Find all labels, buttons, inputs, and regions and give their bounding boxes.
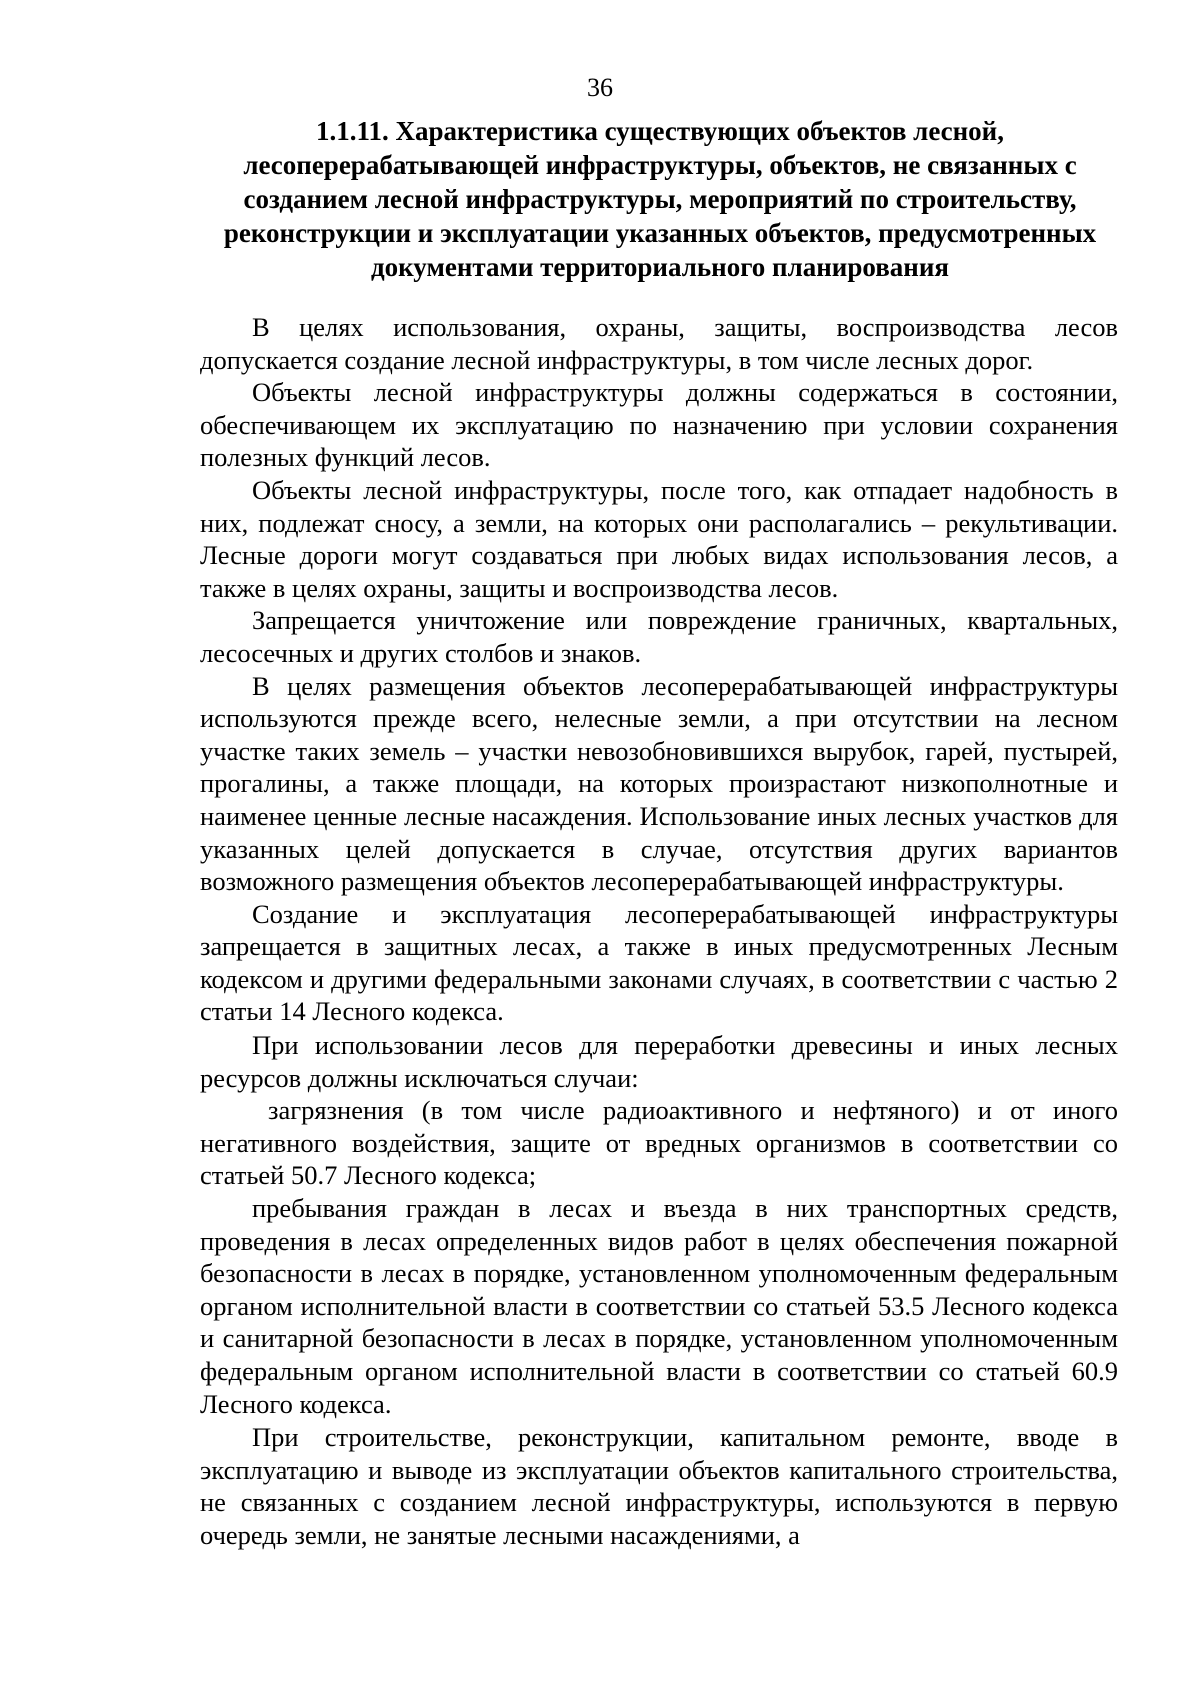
- paragraph: пребывания граждан в лесах и въезда в них транспортных средств, проведения в лесах определенных видов работ в целях обеспечения пожарной безопасности в лесах в порядке, установленном уполномоченным федеральным органом исполнительной власти в соответствии со статьей 53.5 Лесного кодекса и санитарной безопасности в лесах в порядке, установленном уполномоченным федеральным органом исполнительной власти в соответствии со статьей 60.9 Лесного кодекса.: [200, 1193, 1118, 1419]
- paragraph: При строительстве, реконструкции, капитальном ремонте, вводе в эксплуатацию и выводе из эксплуатации объектов капитального строительства, не связанных с созданием лесной инфраструктуры, используются в первую очередь земли, не занятые лесными насаждениями, а: [200, 1422, 1118, 1550]
- body-text: [200, 311, 1118, 1552]
- page-number: 36: [587, 73, 613, 102]
- paragraph: Объекты лесной инфраструктуры, после того, как отпадает надобность в них, подлежат сносу, а земли, на которых они располагались – рекультивации. Лесные дороги могут создаваться при любых видах использования лесов, а также в целях охраны, защиты и воспроизводства лесов.: [200, 474, 1118, 603]
- section-heading: 1.1.11. Характеристика существующих объектов лесной, лесоперерабатывающей инфраструктуры, объектов, не связанных с созданием лесной инфраструктуры, мероприятий по строительству, реконструкции и эксплуатации указанных объектов, предусмотренных документами территориального планирования: [223, 116, 1097, 282]
- paragraph: Запрещается уничтожение или повреждение граничных, квартальных, лесосечных и других столбов и знаков.: [200, 605, 1118, 668]
- paragraph: В целях использования, охраны, защиты, воспроизводства лесов допускается создание лесной инфраструктуры, в том числе лесных дорог.: [200, 312, 1118, 375]
- paragraph: загрязнения (в том числе радиоактивного и нефтяного) и от иного негативного воздействия, защите от вредных организмов в соответствии со статьей 50.7 Лесного кодекса;: [200, 1095, 1118, 1191]
- paragraph: В целях размещения объектов лесоперерабатывающей инфраструктуры используются прежде всего, нелесные земли, а при отсутствии на лесном участке таких земель – участки невозобновившихся вырубок, гарей, пустырей, прогалины, а также площади, на которых произрастают низкополнотные и наименее ценные лесные насаждения. Использование иных лесных участков для указанных целей допускается в случае, отсутствия других вариантов возможного размещения объектов лесоперерабатывающей инфраструктуры.: [200, 670, 1118, 897]
- paragraph: При использовании лесов для переработки древесины и иных лесных ресурсов должны исключаться случаи:: [200, 1030, 1118, 1093]
- paragraph: Объекты лесной инфраструктуры должны содержаться в состоянии, обеспечивающем их эксплуатацию по назначению при условии сохранения полезных функций лесов.: [200, 377, 1118, 473]
- paragraph: Создание и эксплуатация лесоперерабатывающей инфраструктуры запрещается в защитных лесах, а также в иных предусмотренных Лесным кодексом и другими федеральными законами случаях, в соответствии с частью 2 статьи 14 Лесного кодекса.: [200, 898, 1118, 1027]
